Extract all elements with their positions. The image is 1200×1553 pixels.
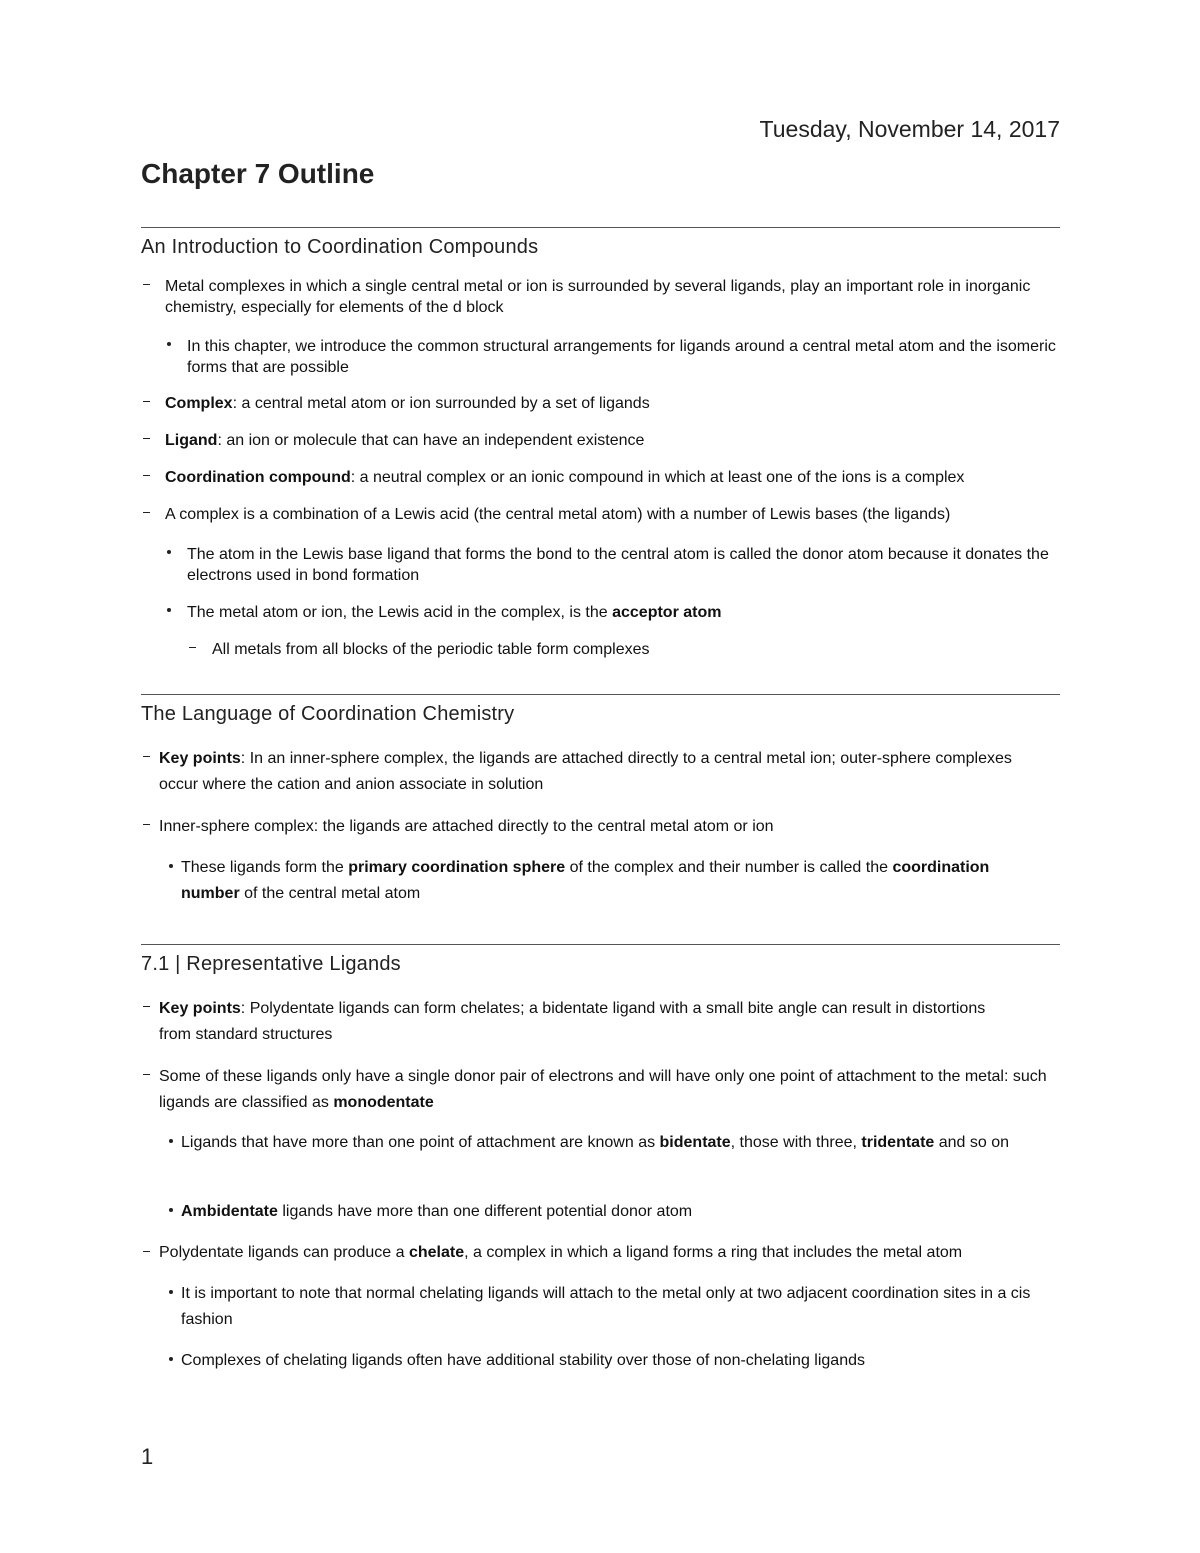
item-text: ligands have more than one different potential donor atom [277, 1203, 693, 1220]
item-text: Some of these ligands only have a single donor pair of electrons and will have only one point of attachment to the metal: such ligands are classified as [159, 1068, 1047, 1111]
page-number: 1 [141, 1444, 154, 1469]
bullet-icon [169, 1290, 173, 1294]
section-heading: 7.1 | Representative Ligands [141, 953, 401, 975]
bullet-icon [167, 608, 171, 612]
list-item: Complexes of chelating ligands often have additional stability over those of non-chelating ligands [181, 1352, 865, 1369]
dash-bullet-icon [143, 821, 150, 825]
term-complex: Complex [165, 395, 233, 412]
item-text: These ligands form the [181, 859, 349, 876]
definition-text: : an ion or molecule that can have an independent existence [217, 432, 645, 449]
term-acceptor-atom: acceptor atom [612, 604, 722, 621]
list-item: A complex is a combination of a Lewis acid (the central metal atom) with a number of Lewis bases (the ligands) [165, 506, 951, 523]
term-coordination-compound: Coordination compound [165, 469, 351, 486]
section-heading: An Introduction to Coordination Compounds [141, 236, 539, 258]
definition-text: : a central metal atom or ion surrounded by a set of ligands [232, 395, 650, 412]
item-text: The metal atom or ion, the Lewis acid in the complex, is the [187, 604, 613, 621]
list-item: Metal complexes in which a single central metal or ion is surrounded by several ligands, play an important role in inorganic chemistry, especially for elements of the d block [165, 278, 1031, 316]
bullet-icon [169, 1139, 173, 1143]
bullet-icon [167, 342, 171, 346]
list-item [165, 467, 1060, 488]
list-item [181, 1130, 1059, 1156]
dash-bullet-icon [143, 1071, 150, 1075]
item-text: : In an inner-sphere complex, the ligands are attached directly to a central metal ion; outer-sphere complexes occur where the cation and anion associate in solution [159, 750, 1012, 793]
section-representative-ligands [141, 944, 1060, 976]
dash-bullet-icon [143, 435, 150, 439]
dash-bullet-icon [143, 753, 150, 757]
dash-bullet-icon [143, 398, 150, 402]
term-key-points: Key points [159, 750, 241, 767]
list-item: The atom in the Lewis base ligand that forms the bond to the central atom is called the donor atom because it donates the electrons used in bond formation [187, 546, 1049, 584]
item-text: Polydentate ligands can produce a [159, 1244, 409, 1261]
term-primary-coordination-sphere: primary coordination sphere [348, 859, 566, 876]
list-item [159, 1240, 1059, 1266]
section-divider [141, 227, 1060, 228]
section-heading: The Language of Coordination Chemistry [141, 703, 515, 725]
list-item: Inner-sphere complex: the ligands are attached directly to the central metal atom or ion [159, 818, 774, 835]
term-ambidentate: Ambidentate [181, 1203, 278, 1220]
term-monodentate: monodentate [333, 1094, 434, 1111]
dash-bullet-icon [143, 281, 150, 285]
bullet-icon [169, 864, 173, 868]
list-item: All metals from all blocks of the periodic table form complexes [212, 641, 650, 658]
document-date: Tuesday, November 14, 2017 [759, 116, 1060, 142]
list-item [187, 602, 1057, 623]
list-item [159, 746, 1039, 798]
list-item [165, 430, 1055, 451]
term-bidentate: bidentate [659, 1134, 731, 1151]
list-item [165, 393, 1055, 414]
item-text: : Polydentate ligands can form chelates; a bidentate ligand with a small bite angle can result in distortions from standard structures [159, 1000, 986, 1043]
term-tridentate: tridentate [861, 1134, 935, 1151]
section-language [141, 694, 1060, 726]
dash-bullet-icon [189, 644, 196, 648]
bullet-icon [167, 550, 171, 554]
item-text: Ligands that have more than one point of attachment are known as [181, 1134, 660, 1151]
list-item: It is important to note that normal chelating ligands will attach to the metal only at two adjacent coordination sites in a cis fashion [181, 1285, 1031, 1328]
term-ligand: Ligand [165, 432, 218, 449]
section-divider [141, 694, 1060, 695]
section-divider [141, 944, 1060, 945]
page-title: Chapter 7 Outline [141, 158, 375, 189]
dash-bullet-icon [143, 1248, 150, 1252]
bullet-icon [169, 1357, 173, 1361]
item-text: , those with three, [730, 1134, 862, 1151]
list-item [181, 1199, 1051, 1225]
term-chelate: chelate [408, 1244, 465, 1261]
dash-bullet-icon [143, 509, 150, 513]
item-text: of the complex and their number is called the [565, 859, 893, 876]
term-coordination-number: coordination number [181, 859, 990, 902]
list-item [181, 855, 1051, 907]
list-item: In this chapter, we introduce the common structural arrangements for ligands around a central metal atom and the isomeric forms that are possible [187, 338, 1056, 376]
item-text: and so on [934, 1134, 1010, 1151]
dash-bullet-icon [143, 1003, 150, 1007]
item-text: , a complex in which a ligand forms a ring that includes the metal atom [464, 1244, 963, 1261]
item-text: of the central metal atom [239, 885, 421, 902]
dash-bullet-icon [143, 472, 150, 476]
list-item [159, 1064, 1059, 1116]
list-item [159, 996, 1019, 1048]
definition-text: : a neutral complex or an ionic compound in which at least one of the ions is a complex [350, 469, 965, 486]
term-key-points: Key points [159, 1000, 241, 1017]
bullet-icon [169, 1208, 173, 1212]
section-introduction [141, 227, 1060, 259]
